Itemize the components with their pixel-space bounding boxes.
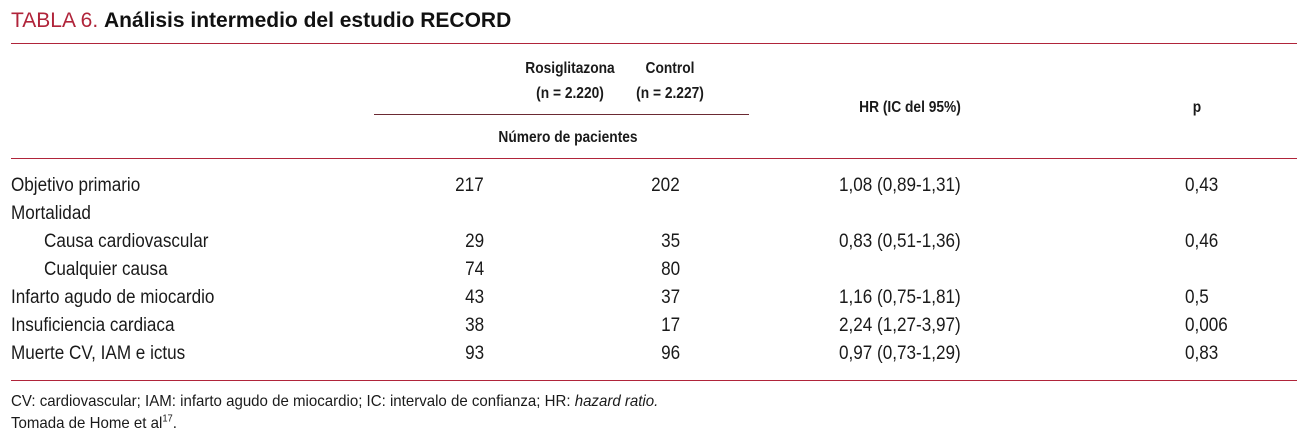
row-control: 37	[660, 287, 680, 308]
header-col1-n: (n = 2.220)	[536, 85, 604, 102]
row-rosi: 217	[455, 175, 484, 196]
table-title	[11, 7, 511, 35]
row-p: 0,5	[1185, 287, 1209, 308]
row-control: 17	[660, 315, 680, 336]
table-caption: Análisis intermedio del estudio RECORD	[104, 9, 512, 32]
header-col2-n: (n = 2.227)	[636, 85, 704, 102]
row-label: Muerte CV, IAM e ictus	[11, 343, 186, 364]
row-rosi: 93	[464, 343, 484, 364]
header-hr: HR (IC del 95%)	[859, 99, 961, 116]
row-rosi: 29	[464, 231, 484, 252]
row-control: 80	[660, 259, 680, 280]
row-label: Insuficiencia cardiaca	[11, 315, 175, 336]
row-control: 202	[651, 175, 680, 196]
row-label: Causa cardiovascular	[44, 231, 209, 252]
row-rosi: 43	[464, 287, 484, 308]
row-p: 0,83	[1185, 343, 1219, 364]
footnote-abbr-italic: hazard ratio.	[574, 393, 659, 410]
row-control: 35	[660, 231, 680, 252]
footnote-source-text: Tomada de Home et al	[11, 415, 163, 432]
row-rosi: 74	[464, 259, 484, 280]
table-number: TABLA 6.	[11, 9, 99, 32]
header-col2	[524, 58, 816, 80]
header-col2-name: Control	[645, 60, 695, 77]
row-hr: 1,16 (0,75-1,81)	[839, 287, 961, 308]
subheader-rule	[374, 114, 749, 115]
row-hr: 0,97 (0,73-1,29)	[839, 343, 961, 364]
row-hr: 1,08 (0,89-1,31)	[839, 175, 961, 196]
header-p: p	[1192, 99, 1202, 116]
header-col2-n-wrap	[524, 83, 816, 105]
row-rosi: 38	[464, 315, 484, 336]
row-label: Cualquier causa	[44, 259, 168, 280]
footnote-abbreviations	[11, 392, 658, 412]
row-label: Infarto agudo de miocardio	[11, 287, 215, 308]
footnote-abbr-text: CV: cardiovascular; IAM: infarto agudo de miocardio; IC: intervalo de confianza; HR:	[11, 393, 575, 410]
row-label: Mortalidad	[11, 203, 91, 224]
header-subheader: Número de pacientes	[498, 129, 638, 146]
row-p: 0,43	[1185, 175, 1219, 196]
footnote-source-ref: 17	[162, 413, 173, 425]
row-p: 0,46	[1185, 231, 1219, 252]
row-control: 96	[660, 343, 680, 364]
row-hr: 2,24 (1,27-3,97)	[839, 315, 961, 336]
header-col1-name: Rosiglitazona	[525, 60, 615, 77]
row-p: 0,006	[1185, 315, 1228, 336]
row-hr: 0,83 (0,51-1,36)	[839, 231, 961, 252]
footnote-source	[11, 414, 177, 434]
header-bottom-rule	[11, 158, 1297, 159]
table-bottom-rule	[11, 380, 1297, 381]
row-label: Objetivo primario	[11, 175, 141, 196]
top-rule	[11, 43, 1297, 44]
footnote-source-end: .	[172, 415, 177, 432]
